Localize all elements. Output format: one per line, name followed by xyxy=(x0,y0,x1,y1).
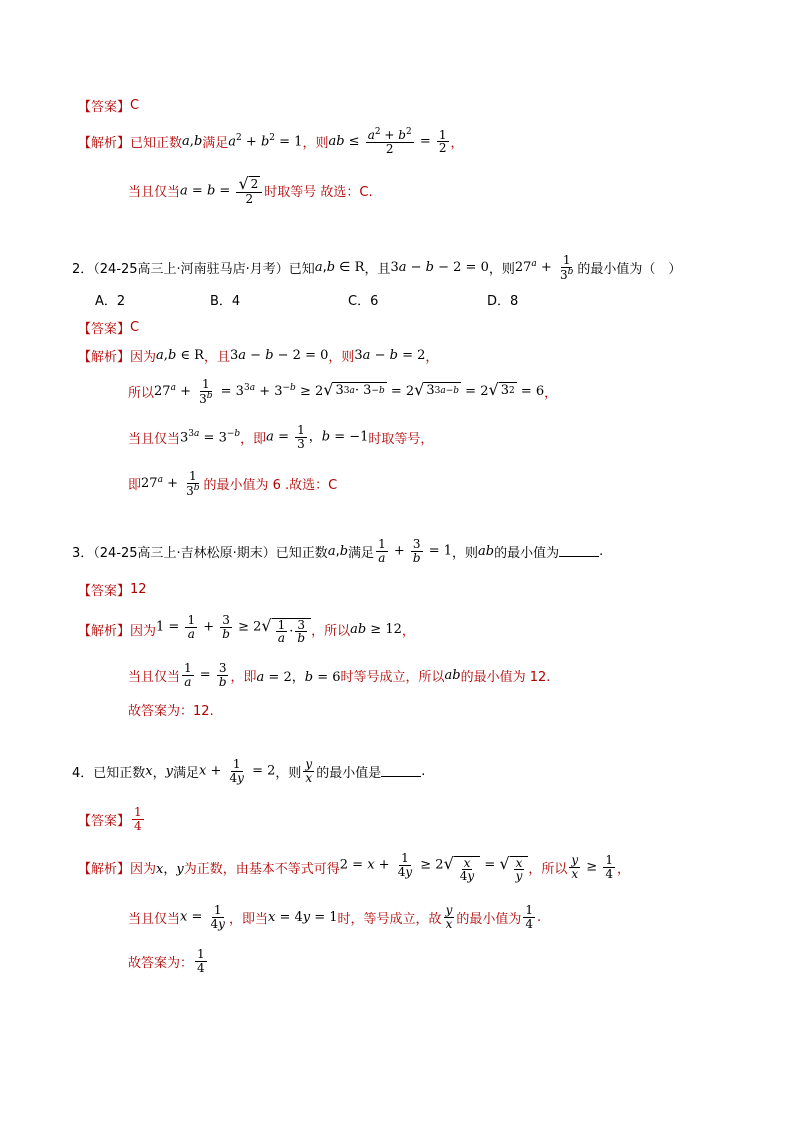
q3-analysis-text: 时等号成立，所以 xyxy=(340,669,445,685)
q1-analysis-text: ，则 xyxy=(302,136,329,152)
answer-label: 【答案】 xyxy=(78,322,131,337)
answer-label: 【答案】 xyxy=(78,100,131,115)
q4-stem-text: 的最小值是 xyxy=(316,765,382,781)
q2-analysis-text: 所以 xyxy=(128,386,155,402)
q1-answer-line xyxy=(78,96,139,115)
q2-stem: 2．（24-25高三上·河南驻马店·月考）已知 a , b ∈ R ，且 3a − b − 2 = 0 ，则 $27^a$ + $\frac{1}{3^b}$ 的最小值为（ ） xyxy=(72,253,682,282)
q4-stem-text: ，则 xyxy=(275,765,302,781)
q4-answer-line xyxy=(78,806,146,832)
answer-blank[interactable] xyxy=(559,546,599,557)
q3-stem: 3．（24-25高三上·吉林松原·期末）已知正数 a , b 满足 $\frac{1}{a}$ + $\frac{3}{b}$ = 1 ，则 ab 的最小值为 . xyxy=(72,537,604,565)
q2-analysis-text: ，则 xyxy=(328,350,355,365)
q3-stem-text: 3．（24-25高三上·吉林松原·期末）已知正数 xyxy=(72,545,328,561)
q4-analysis-text: 因为 xyxy=(130,861,157,877)
answer-label: 【答案】 xyxy=(78,584,131,599)
q4-analysis-text: ，即当 xyxy=(228,911,268,927)
q2-option-a[interactable]: A．2 xyxy=(95,294,126,309)
q4-analysis-text: ，所以 xyxy=(528,861,568,877)
analysis-label: 【解析】 xyxy=(78,350,131,365)
q2-analysis-line2: 所以 $27^a$ + $\frac{1}{3^b}$ = $3^{3a} + 3^{-b} \ge 2$ √ 3 3a · 3 −b = 2 √ 3 3a−b = 2 √ 3 2 = 6 ， xyxy=(128,377,558,406)
q1-answer-value: C xyxy=(130,98,140,113)
q2-answer-line xyxy=(78,318,139,337)
q4-stem-text: 满足 xyxy=(173,765,200,781)
q2-analysis-text: 当且仅当 xyxy=(128,431,181,447)
q4-analysis-text: 的最小值为 xyxy=(456,911,522,927)
q2-stem-text: ，则 xyxy=(488,262,515,278)
q2-analysis-line1: 【解析】 因为 a,b ∈ R ，且 3a − b − 2 = 0 ，则 3a − b = 2 ， xyxy=(78,348,439,365)
q3-analysis-line2: 当且仅当 $\frac{1}{a}$ = $\frac{3}{b}$ ，即 a = 2，b = 6 时等号成立，所以 ab 的最小值为 12. xyxy=(128,661,551,689)
q3-answer-value: 12 xyxy=(130,582,147,597)
q2-analysis-text: 因为 xyxy=(130,350,157,365)
q3-analysis-text: 因为 xyxy=(130,623,157,639)
q4-answer-value: $\frac{1}{4}$ xyxy=(134,805,142,833)
q2-analysis-line4: 即 $27^a$ + $\frac{1}{3^b}$ 的最小值为 6 .故选：C xyxy=(128,469,338,498)
q3-analysis-text: 故答案为：12. xyxy=(128,704,214,719)
q2-stem-text: ，且 xyxy=(364,262,391,278)
analysis-label: 【解析】 xyxy=(78,136,131,152)
q3-analysis-text: 当且仅当 xyxy=(128,669,181,685)
q3-analysis-line1: 【解析】 因为 1 = $\frac{1}{a}$ + $\frac{3}{b}$ ≥ 2 √ $\frac{1}{a}$ · $\frac{3}{b}$ ，所以 ab ≥ 12 ， xyxy=(78,613,415,646)
q2-analysis-text: 即 xyxy=(128,478,142,494)
q2-analysis-text: 的最小值为 6 .故选：C xyxy=(203,478,338,494)
q4-analysis-text: 故答案为： xyxy=(128,955,194,971)
q2-analysis-line3: 当且仅当 $3^{3a} = 3^{-b}$ ，即 a = $\frac{1}{3}$ ，b = −1 时取等号， xyxy=(128,423,434,451)
q3-analysis-text: ，即 xyxy=(230,669,257,685)
q3-stem-text: ，则 xyxy=(452,545,479,561)
q2-analysis-text: ，即 xyxy=(240,431,267,447)
q2-stem-text: 的最小值为（ ） xyxy=(577,262,682,278)
q4-analysis-line1: 【解析】 因为 x，y 为正数，由基本不等式可得 2 = x + $\frac{1}{4y}$ ≥ 2 √ $\frac{x}{4y}$ = √ $\frac{x}{y}$ ，所以 $\frac{y}{x}$ ≥ $\frac{1}{4}$ ， xyxy=(78,851,630,884)
q3-answer-line xyxy=(78,580,147,599)
q4-stem: 4．已知正数 x ， y 满足 x + $\frac{1}{4y}$ = 2 ，则 $\frac{y}{x}$ 的最小值是 . xyxy=(72,757,426,785)
analysis-label: 【解析】 xyxy=(78,623,131,639)
q2-analysis-text: ， xyxy=(425,350,439,365)
q2-answer-value: C xyxy=(130,320,140,335)
q4-analysis-text: 为正数，由基本不等式可得 xyxy=(183,861,340,877)
answer-label: 【答案】 xyxy=(78,813,131,829)
q2-option-c[interactable]: C．6 xyxy=(348,294,379,309)
q1-analysis-text: 当且仅当 xyxy=(128,185,181,201)
q4-analysis-line2: 当且仅当 x = $\frac{1}{4y}$ ，即当 x = 4y = 1 时，等号成立，故 $\frac{y}{x}$ 的最小值为 $\frac{1}{4}$ . xyxy=(128,903,542,931)
q1-analysis-text: 时取等号 故选：C. xyxy=(264,185,373,201)
q4-analysis-line3: 故答案为： $\frac{1}{4}$ xyxy=(128,947,205,975)
q1-analysis-text: 满足 xyxy=(202,136,229,152)
q3-analysis-line3 xyxy=(128,700,214,719)
q4-stem-text: 4．已知正数 xyxy=(72,765,146,781)
q1-analysis-text: 已知正数 xyxy=(130,136,183,152)
analysis-label: 【解析】 xyxy=(78,861,131,877)
q3-analysis-text: ，所以 xyxy=(311,623,351,639)
q3-stem-text: 满足 xyxy=(348,545,375,561)
q1-analysis-line2: 当且仅当 a = b = √ 2 2 时取等号 故选：C. xyxy=(128,174,373,206)
q2-option-d[interactable]: D．8 xyxy=(487,294,519,309)
q4-analysis-text: 时，等号成立，故 xyxy=(337,911,442,927)
q1-analysis-line1: 【解析】 已知正数 a , b 满足 $a^2 + b^2 = 1$ ，则 ab ≤ $\frac{a^2 + b^2}{2}$ = $\frac{1}{2}$ ， xyxy=(78,127,464,156)
q2-option-b[interactable]: B．4 xyxy=(210,294,241,309)
q4-analysis-text: 当且仅当 xyxy=(128,911,181,927)
q3-stem-text: 的最小值为 xyxy=(494,545,560,561)
q2-analysis-text: ，且 xyxy=(203,350,230,365)
q3-analysis-text: 的最小值为 12. xyxy=(460,669,551,685)
answer-blank[interactable] xyxy=(381,766,421,777)
q2-analysis-text: 时取等号， xyxy=(368,431,434,447)
q2-stem-text: 2．（24-25高三上·河南驻马店·月考）已知 xyxy=(72,262,315,278)
